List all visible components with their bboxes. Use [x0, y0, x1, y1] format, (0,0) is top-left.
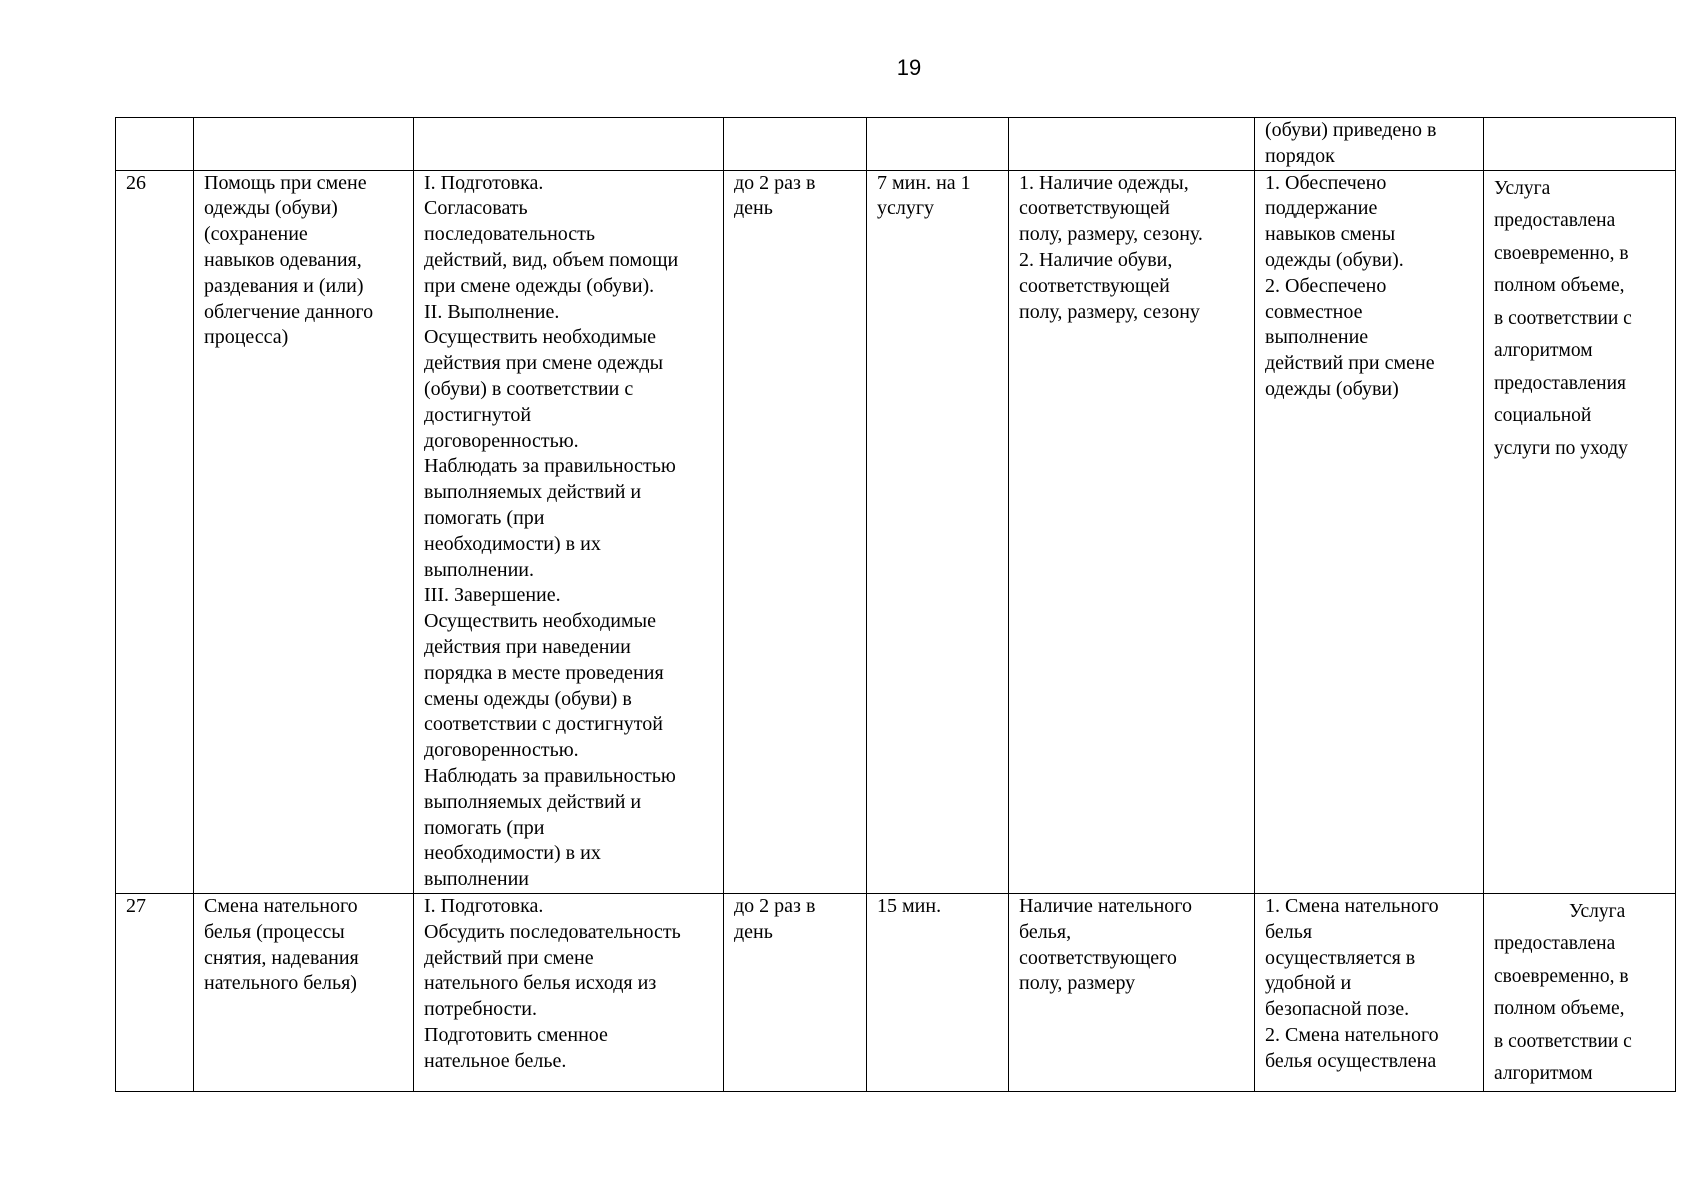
cell-frequency — [724, 118, 867, 171]
cell-duration: 15 мин. — [867, 893, 1009, 1091]
cell-duration: 7 мин. на 1 услугу — [867, 170, 1009, 893]
cell-result: (обуви) приведено в порядок — [1255, 118, 1484, 171]
services-table — [115, 117, 1676, 1092]
cell-service-name — [194, 118, 414, 171]
cell-frequency: до 2 раз в день — [724, 170, 867, 893]
cell-service-description: I. Подготовка. Обсудить последовательность действий при смене нательного белья исходя из потребности. Подготовить сменное нательное белье. — [414, 893, 724, 1091]
table-row-27 — [116, 893, 1676, 1091]
cell-service-name: Помощь при смене одежды (обуви) (сохранение навыков одевания, раздевания и (или) облегчение данного процесса) — [194, 170, 414, 893]
cell-assessment — [1484, 118, 1676, 171]
cell-conditions — [1009, 118, 1255, 171]
cell-number: 27 — [116, 893, 194, 1091]
cell-assessment: Услуга предоставлена своевременно, в полном объеме, в соответствии с алгоритмом — [1484, 893, 1676, 1091]
cell-frequency: до 2 раз в день — [724, 893, 867, 1091]
cell-conditions: Наличие нательного белья, соответствующего полу, размеру — [1009, 893, 1255, 1091]
cell-assessment: Услуга предоставлена своевременно, в полном объеме, в соответствии с алгоритмом предоставления социальной услуги по уходу — [1484, 170, 1676, 893]
table-row-continuation — [116, 118, 1676, 171]
cell-service-description: I. Подготовка. Согласовать последовательность действий, вид, объем помощи при смене одежды (обуви). II. Выполнение. Осуществить необходимые действия при смене одежды (обуви) в соответствии с достигнутой договоренностью. Наблюдать за правильностью выполняемых действий и помогать (при необходимости) в их выполнении. III. Завершение. Осуществить необходимые действия при наведении порядка в месте проведения смены одежды (обуви) в соответствии с достигнутой договоренностью. Наблюдать за правильностью выполняемых действий и помогать (при необходимости) в их выполнении — [414, 170, 724, 893]
cell-conditions: 1. Наличие одежды, соответствующей полу, размеру, сезону. 2. Наличие обуви, соответствующей полу, размеру, сезону — [1009, 170, 1255, 893]
cell-service-description — [414, 118, 724, 171]
cell-duration — [867, 118, 1009, 171]
cell-number: 26 — [116, 170, 194, 893]
cell-number — [116, 118, 194, 171]
cell-result: 1. Смена нательного белья осуществляется в удобной и безопасной позе. 2. Смена нательного белья осуществлена — [1255, 893, 1484, 1091]
cell-result: 1. Обеспечено поддержание навыков смены одежды (обуви). 2. Обеспечено совместное выполнение действий при смене одежды (обуви) — [1255, 170, 1484, 893]
page-number: 19 — [896, 55, 922, 80]
cell-service-name: Смена нательного белья (процессы снятия, надевания нательного белья) — [194, 893, 414, 1091]
table-row-26 — [116, 170, 1676, 893]
